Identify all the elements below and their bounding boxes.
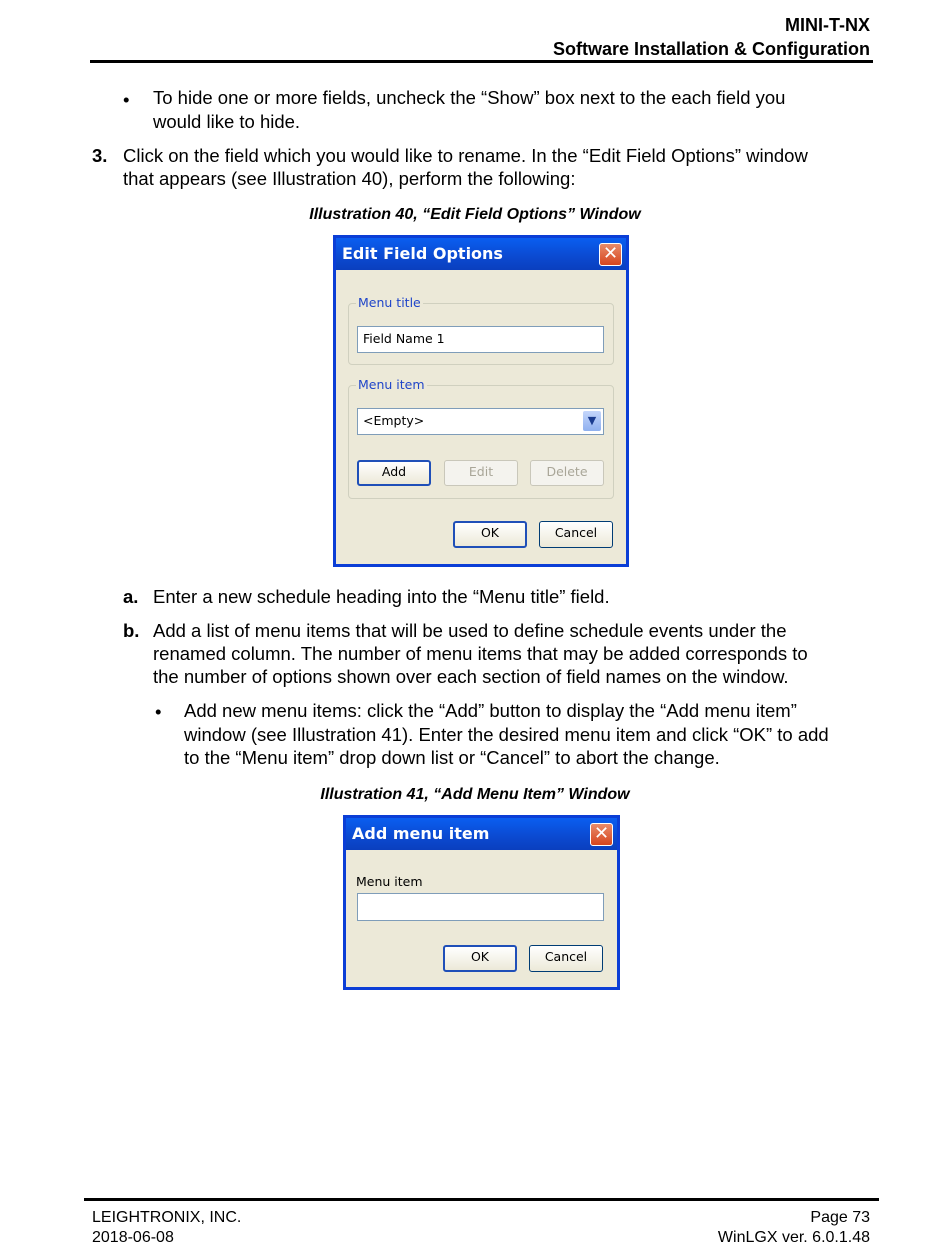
footer-date: 2018-06-08	[92, 1229, 174, 1246]
edit-button[interactable]: Edit	[444, 460, 518, 486]
menu-title-group	[348, 295, 614, 365]
menu-item-group	[348, 377, 614, 499]
cancel-button[interactable]: Cancel	[529, 945, 603, 972]
ok-button[interactable]: OK	[443, 945, 517, 972]
dialog-title: Add menu item	[352, 824, 490, 843]
footer-company: LEIGHTRONIX, INC.	[92, 1209, 242, 1226]
menu-item-dropdown[interactable]	[357, 408, 604, 435]
cancel-button[interactable]: Cancel	[539, 521, 613, 548]
dialog-titlebar[interactable]	[346, 818, 617, 850]
menu-item-field-label: Menu item	[356, 874, 423, 889]
dialog-titlebar[interactable]	[336, 238, 626, 270]
add-menu-item-dialog	[343, 815, 620, 990]
item-a-text: Enter a new schedule heading into the “Menu title” field.	[153, 586, 610, 607]
item-b-label: b.	[123, 620, 140, 641]
add-button[interactable]: Add	[357, 460, 431, 486]
close-icon[interactable]: ✕	[599, 243, 622, 266]
menu-title-label: Menu title	[358, 295, 421, 310]
item-b-line2: renamed column. The number of menu items that may be added corresponds to	[153, 643, 808, 664]
close-icon[interactable]: ✕	[590, 823, 613, 846]
menu-item-label: Menu item	[358, 377, 425, 392]
item-b-line1: Add a list of menu items that will be used to define schedule events under the	[153, 620, 787, 641]
menu-item-input[interactable]	[357, 893, 604, 921]
delete-button[interactable]: Delete	[530, 460, 604, 486]
caption-illustration-41: Illustration 41, “Add Menu Item” Window	[320, 786, 630, 803]
bullet2-line2: window (see Illustration 41). Enter the desired menu item and click “OK” to add	[184, 724, 829, 745]
header-section: Software Installation & Configuration	[552, 39, 870, 59]
item-a-label: a.	[123, 586, 139, 607]
footer-page: Page 73	[810, 1209, 870, 1226]
bullet1-line1: To hide one or more fields, uncheck the “Show” box next to the each field you	[153, 87, 786, 108]
bullet2-line1: Add new menu items: click the “Add” button to display the “Add menu item”	[184, 700, 797, 721]
footer-rule	[84, 1198, 879, 1201]
bullet1-line2: would like to hide.	[153, 111, 301, 132]
caption-illustration-40: Illustration 40, “Edit Field Options” Window	[309, 206, 641, 223]
bullet-glyph: •	[123, 89, 130, 110]
step3-line2: that appears (see Illustration 40), perform the following:	[123, 168, 576, 189]
chevron-down-icon[interactable]: ▼	[583, 411, 601, 431]
menu-item-selected: <Empty>	[363, 413, 425, 428]
menu-title-input[interactable]: Field Name 1	[357, 326, 604, 353]
step3-line1: Click on the field which you would like to rename. In the “Edit Field Options” window	[123, 145, 808, 166]
footer-version: WinLGX ver. 6.0.1.48	[717, 1229, 870, 1246]
bullet-glyph: •	[155, 701, 162, 722]
item-b-line3: the number of options shown over each section of field names on the window.	[153, 666, 789, 687]
header-product: MINI-T-NX	[785, 15, 870, 35]
dialog-title: Edit Field Options	[342, 244, 503, 263]
header-rule	[90, 60, 873, 63]
ok-button[interactable]: OK	[453, 521, 527, 548]
bullet2-line3: to the “Menu item” drop down list or “Cancel” to abort the change.	[184, 747, 720, 768]
step3-number: 3.	[92, 145, 108, 166]
edit-field-options-dialog	[333, 235, 629, 567]
